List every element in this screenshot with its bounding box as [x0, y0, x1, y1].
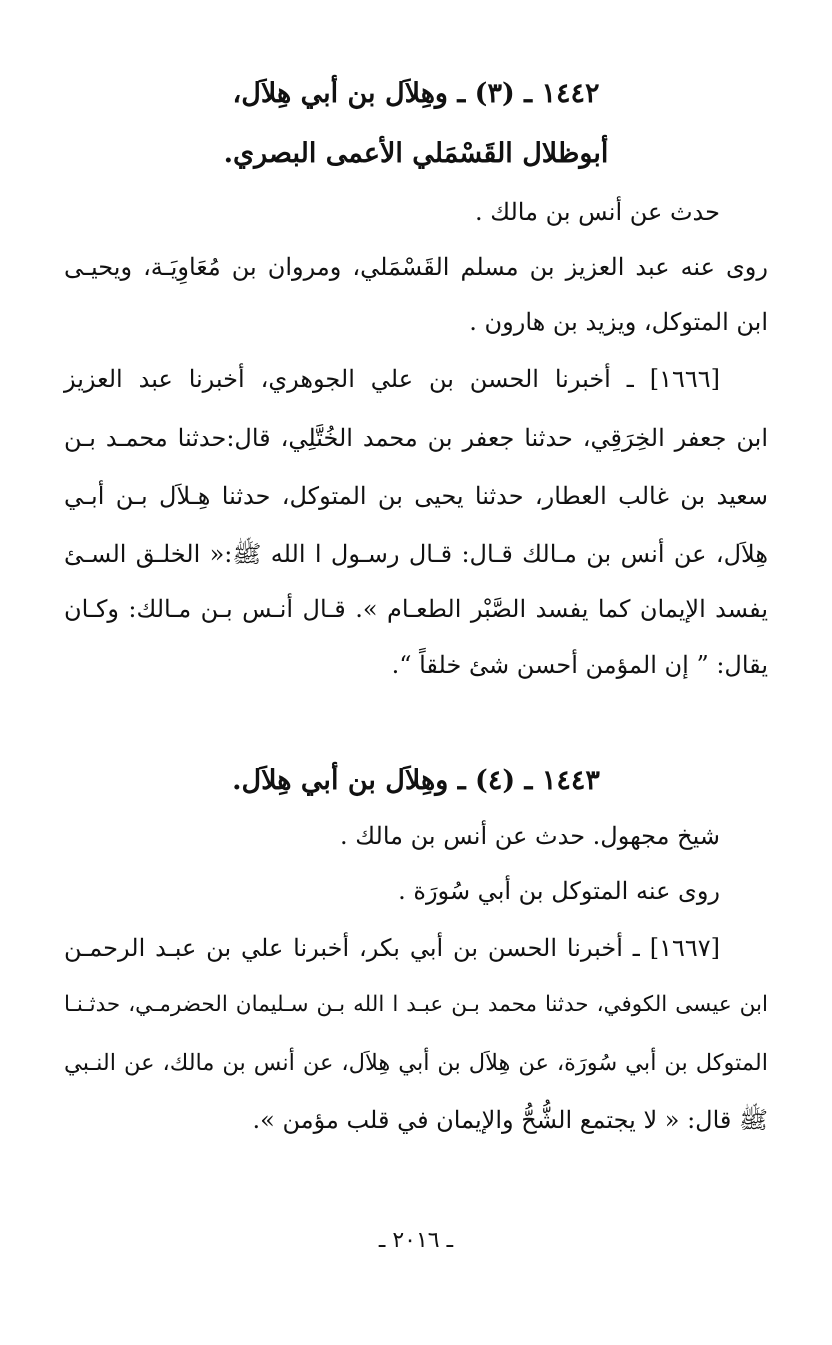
hadith-1666-line: يفسد الإيمان كما يفسد الصَّبْر الطعـام ». قـال أنـس بـن مـالك: وكـان	[64, 595, 768, 623]
hadith-1666-line: سعيد بن غالب العطار، حدثنا يحيى بن المتوكل، حدثنا هِـلاَل بـن أبـي	[64, 482, 768, 510]
hadith-1666-line: هِلاَل، عن أنس بن مـالك قـال: قـال رسـول ا الله ﷺ:« الخلـق السـئ	[64, 540, 768, 568]
paragraph-line: ابن المتوكل، ويزيد بن هارون .	[469, 308, 768, 336]
entry-1442-subheading: أبوظلال القَسْمَلي الأعمى البصري.	[223, 138, 609, 169]
entry-1443-heading: ١٤٤٣ ـ (٤) ـ وهِلاَل بن أبي هِلاَل.	[232, 765, 600, 796]
hadith-1667-line: ابن عيسى الكوفي، حدثنا محمد بـن عبـد ا الله بـن سـليمان الحضرمـي، حدثـنـا	[64, 992, 768, 1017]
paragraph-line: روى عنه المتوكل بن أبي سُورَة .	[398, 877, 720, 905]
hadith-1667-line: المتوكل بن أبي سُورَة، عن هِلاَل بن أبي هِلاَل، عن أنس بن مالك، عن النـبي	[64, 1050, 768, 1076]
paragraph-line: حدث عن أنس بن مالك .	[475, 198, 720, 226]
entry-1442-heading: ١٤٤٢ ـ (٣) ـ وهِلاَل بن أبي هِلاَل،	[232, 78, 600, 109]
page-number: ـ ٢٠١٦ ـ	[378, 1228, 454, 1253]
hadith-1667-line: [١٦٦٧] ـ أخبرنا الحسن بن أبي بكر، أخبرنا علي بن عبـد الرحمـن	[64, 934, 720, 962]
hadith-1666-line: ابن جعفر الخِرَقِي، حدثنا جعفر بن محمد الخُتَّلِي، قال:حدثنا محمـد بـن	[64, 424, 768, 452]
hadith-1666-line: [١٦٦٦] ـ أخبرنا الحسن بن علي الجوهري، أخبرنا عبد العزيز	[64, 365, 720, 393]
paragraph-line: روى عنه عبد العزيز بن مسلم القَسْمَلي، ومروان بن مُعَاوِيَـة، ويحيـى	[64, 253, 768, 281]
hadith-1666-line: يقال: ” إن المؤمن أحسن شئ خلقاً “.	[391, 651, 768, 679]
hadith-1667-line: ﷺ قال: « لا يجتمع الشُّحُّ والإيمان في قلب مؤمن ».	[252, 1106, 768, 1134]
paragraph-line: شيخ مجهول. حدث عن أنس بن مالك .	[340, 822, 720, 850]
